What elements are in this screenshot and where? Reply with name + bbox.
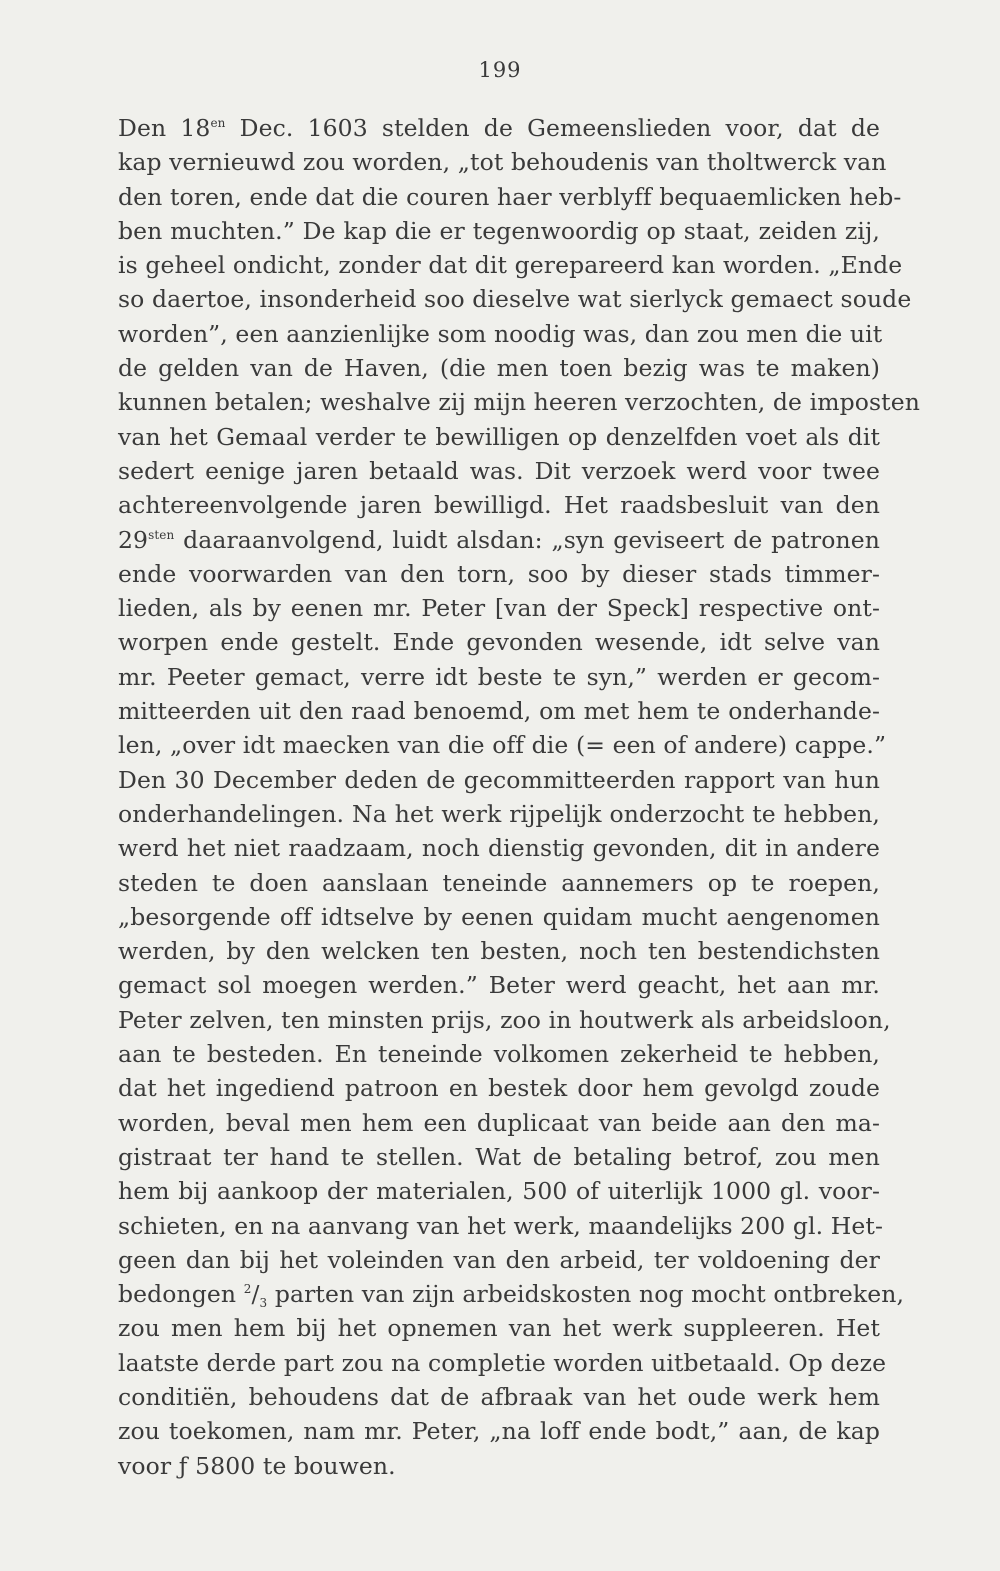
- text-line: [118, 111, 880, 145]
- text-line-t: ende voorwarden van den torn, soo by dieser stads timmer-: [118, 559, 880, 588]
- text-line-t: de gelden van de Haven, (die men toen bezig was te maken): [118, 354, 880, 383]
- text-line-sup: sten: [148, 527, 175, 542]
- text-line-rest: daaraanvolgend, luidt alsdan: „syn geviseert de patronen: [174, 525, 880, 554]
- text-line: [118, 763, 880, 797]
- text-line: [118, 180, 902, 214]
- text-line: [118, 728, 887, 762]
- text-line-t: conditiën, behoudens dat de afbraak van het oude werk hem: [118, 1382, 880, 1411]
- text-line-t: onderhandelingen. Na het werk rijpelijk onderzocht te hebben,: [118, 799, 880, 828]
- text-line-t: laatste derde part zou na completie worden uitbetaald. Op deze: [118, 1348, 887, 1377]
- text-line-t: geen dan bij het voleinden van den arbeid, ter voldoening der: [118, 1245, 880, 1274]
- text-line: [118, 385, 920, 419]
- text-line: [118, 1209, 883, 1243]
- text-line-t: worden”, een aanzienlijke som noodig was, dan zou men die uit: [118, 319, 883, 348]
- page-number: 199: [478, 58, 522, 82]
- text-line: [118, 1037, 880, 1071]
- text-line-t: dat het ingediend patroon en bestek door hem gevolgd zoude: [118, 1074, 880, 1103]
- text-line-t: werden, by den welcken ten besten, noch ten bestendichsten: [118, 937, 880, 966]
- text-line-t: ben muchten.” De kap die er tegenwoordig op staat, zeiden zij,: [118, 216, 880, 245]
- text-line: [118, 968, 880, 1002]
- text-line-sup: en: [210, 116, 226, 130]
- text-line: [118, 454, 880, 488]
- text-line: [118, 1106, 880, 1140]
- text-line: [118, 1277, 905, 1311]
- text-line: [118, 1003, 891, 1037]
- text-line-sub: 3: [259, 1296, 268, 1311]
- text-line: [118, 934, 880, 968]
- text-line: [118, 351, 880, 385]
- text-line: [118, 214, 880, 248]
- text-line-t: „besorgende off idtselve by eenen quidam mucht aengenomen: [118, 902, 880, 931]
- text-line-mid: /: [251, 1280, 260, 1309]
- text-line-t: Den 30 December deden de gecommitteerden rapport van hun: [118, 765, 880, 794]
- text-line: [118, 557, 880, 591]
- text-line-t: len, „over idt maecken van die off die (= een of andere) cappe.”: [118, 731, 887, 760]
- text-line: [118, 1380, 880, 1414]
- text-line: [118, 1174, 880, 1208]
- text-line-t: Peter zelven, ten minsten prijs, zoo in houtwerk als arbeidsloon,: [118, 1005, 891, 1034]
- text-line: [118, 145, 887, 179]
- text-line-t: gemact sol moegen werden.” Beter werd geacht, het aan mr.: [118, 971, 880, 1000]
- text-line: [118, 591, 880, 625]
- text-line-rest: Dec. 1603 stelden de Gemeenslieden voor, dat de: [225, 114, 880, 142]
- text-line-t: zou men hem bij het opnemen van het werk suppleeren. Het: [118, 1314, 880, 1343]
- text-line-t: is geheel ondicht, zonder dat dit gerepareerd kan worden. „Ende: [118, 251, 903, 280]
- text-line: [118, 694, 880, 728]
- text-line: [118, 625, 880, 659]
- text-line: [118, 1414, 880, 1448]
- text-line: [118, 523, 880, 557]
- text-line: [118, 660, 880, 694]
- text-line-t: den toren, ende dat die couren haer verblyff bequaemlicken heb-: [118, 182, 902, 211]
- text-line-t: steden te doen aanslaan teneinde aannemers op te roepen,: [118, 868, 880, 897]
- text-line-t: zou toekomen, nam mr. Peter, „na loff ende bodt,” aan, de kap: [118, 1417, 880, 1446]
- text-line: [118, 1140, 880, 1174]
- text-line: [118, 1346, 887, 1380]
- text-line: [118, 866, 880, 900]
- text-line-t: mr. Peeter gemact, verre idt beste te syn,” werden er gecom-: [118, 662, 880, 691]
- text-line-t: lieden, als by eenen mr. Peter [van der Speck] respective ont-: [118, 594, 880, 623]
- text-line-t: achtereenvolgende jaren bewilligd. Het raadsbesluit van den: [118, 491, 880, 520]
- text-line-t: hem bij aankoop der materialen, 500 of uiterlijk 1000 gl. voor-: [118, 1177, 880, 1206]
- text-line-t: mitteerden uit den raad benoemd, om met hem te onderhande-: [118, 697, 880, 726]
- text-line-t: so daertoe, insonderheid soo dieselve wat sierlyck gemaect soude: [118, 285, 912, 314]
- text-line: [118, 831, 880, 865]
- text-line: [118, 248, 903, 282]
- text-line: [118, 420, 880, 454]
- text-line-t: sedert eenige jaren betaald was. Dit verzoek werd voor twee: [118, 456, 880, 485]
- text-line: [118, 900, 880, 934]
- text-line-t: 29: [118, 525, 149, 554]
- text-line: [118, 1311, 880, 1345]
- text-line-t: werd het niet raadzaam, noch dienstig gevonden, dit in andere: [118, 834, 880, 863]
- text-line: [118, 488, 880, 522]
- text-line: [118, 282, 912, 316]
- text-line: [118, 797, 880, 831]
- text-line-t: worden, beval men hem een duplicaat van beide aan den ma-: [118, 1108, 880, 1137]
- body-text: [118, 111, 920, 1483]
- text-line: [118, 1071, 880, 1105]
- text-line-t: bedongen: [118, 1280, 244, 1309]
- text-line-t: schieten, en na aanvang van het werk, maandelijks 200 gl. Het-: [118, 1211, 883, 1240]
- text-line-t: van het Gemaal verder te bewilligen op denzelfden voet als dit: [118, 422, 880, 451]
- text-line-t: voor ƒ 5800 te bouwen.: [118, 1451, 396, 1480]
- text-line: [118, 317, 883, 351]
- text-line-t: aan te besteden. En teneinde volkomen zekerheid te hebben,: [118, 1040, 880, 1069]
- text-line-t: Den 18: [118, 114, 211, 142]
- text-line-t: gistraat ter hand te stellen. Wat de betaling betrof, zou men: [118, 1142, 880, 1171]
- text-line: [118, 1449, 880, 1483]
- text-line-t: kunnen betalen; weshalve zij mijn heeren verzochten, de imposten: [118, 388, 920, 417]
- text-line-t: worpen ende gestelt. Ende gevonden wesende, idt selve van: [118, 628, 880, 657]
- text-line-rest: parten van zijn arbeidskosten nog mocht ontbreken,: [267, 1280, 905, 1309]
- text-line-t: kap vernieuwd zou worden, „tot behoudenis van tholtwerck van: [118, 148, 887, 177]
- text-line-sup: 2: [243, 1282, 252, 1297]
- text-line: [118, 1243, 880, 1277]
